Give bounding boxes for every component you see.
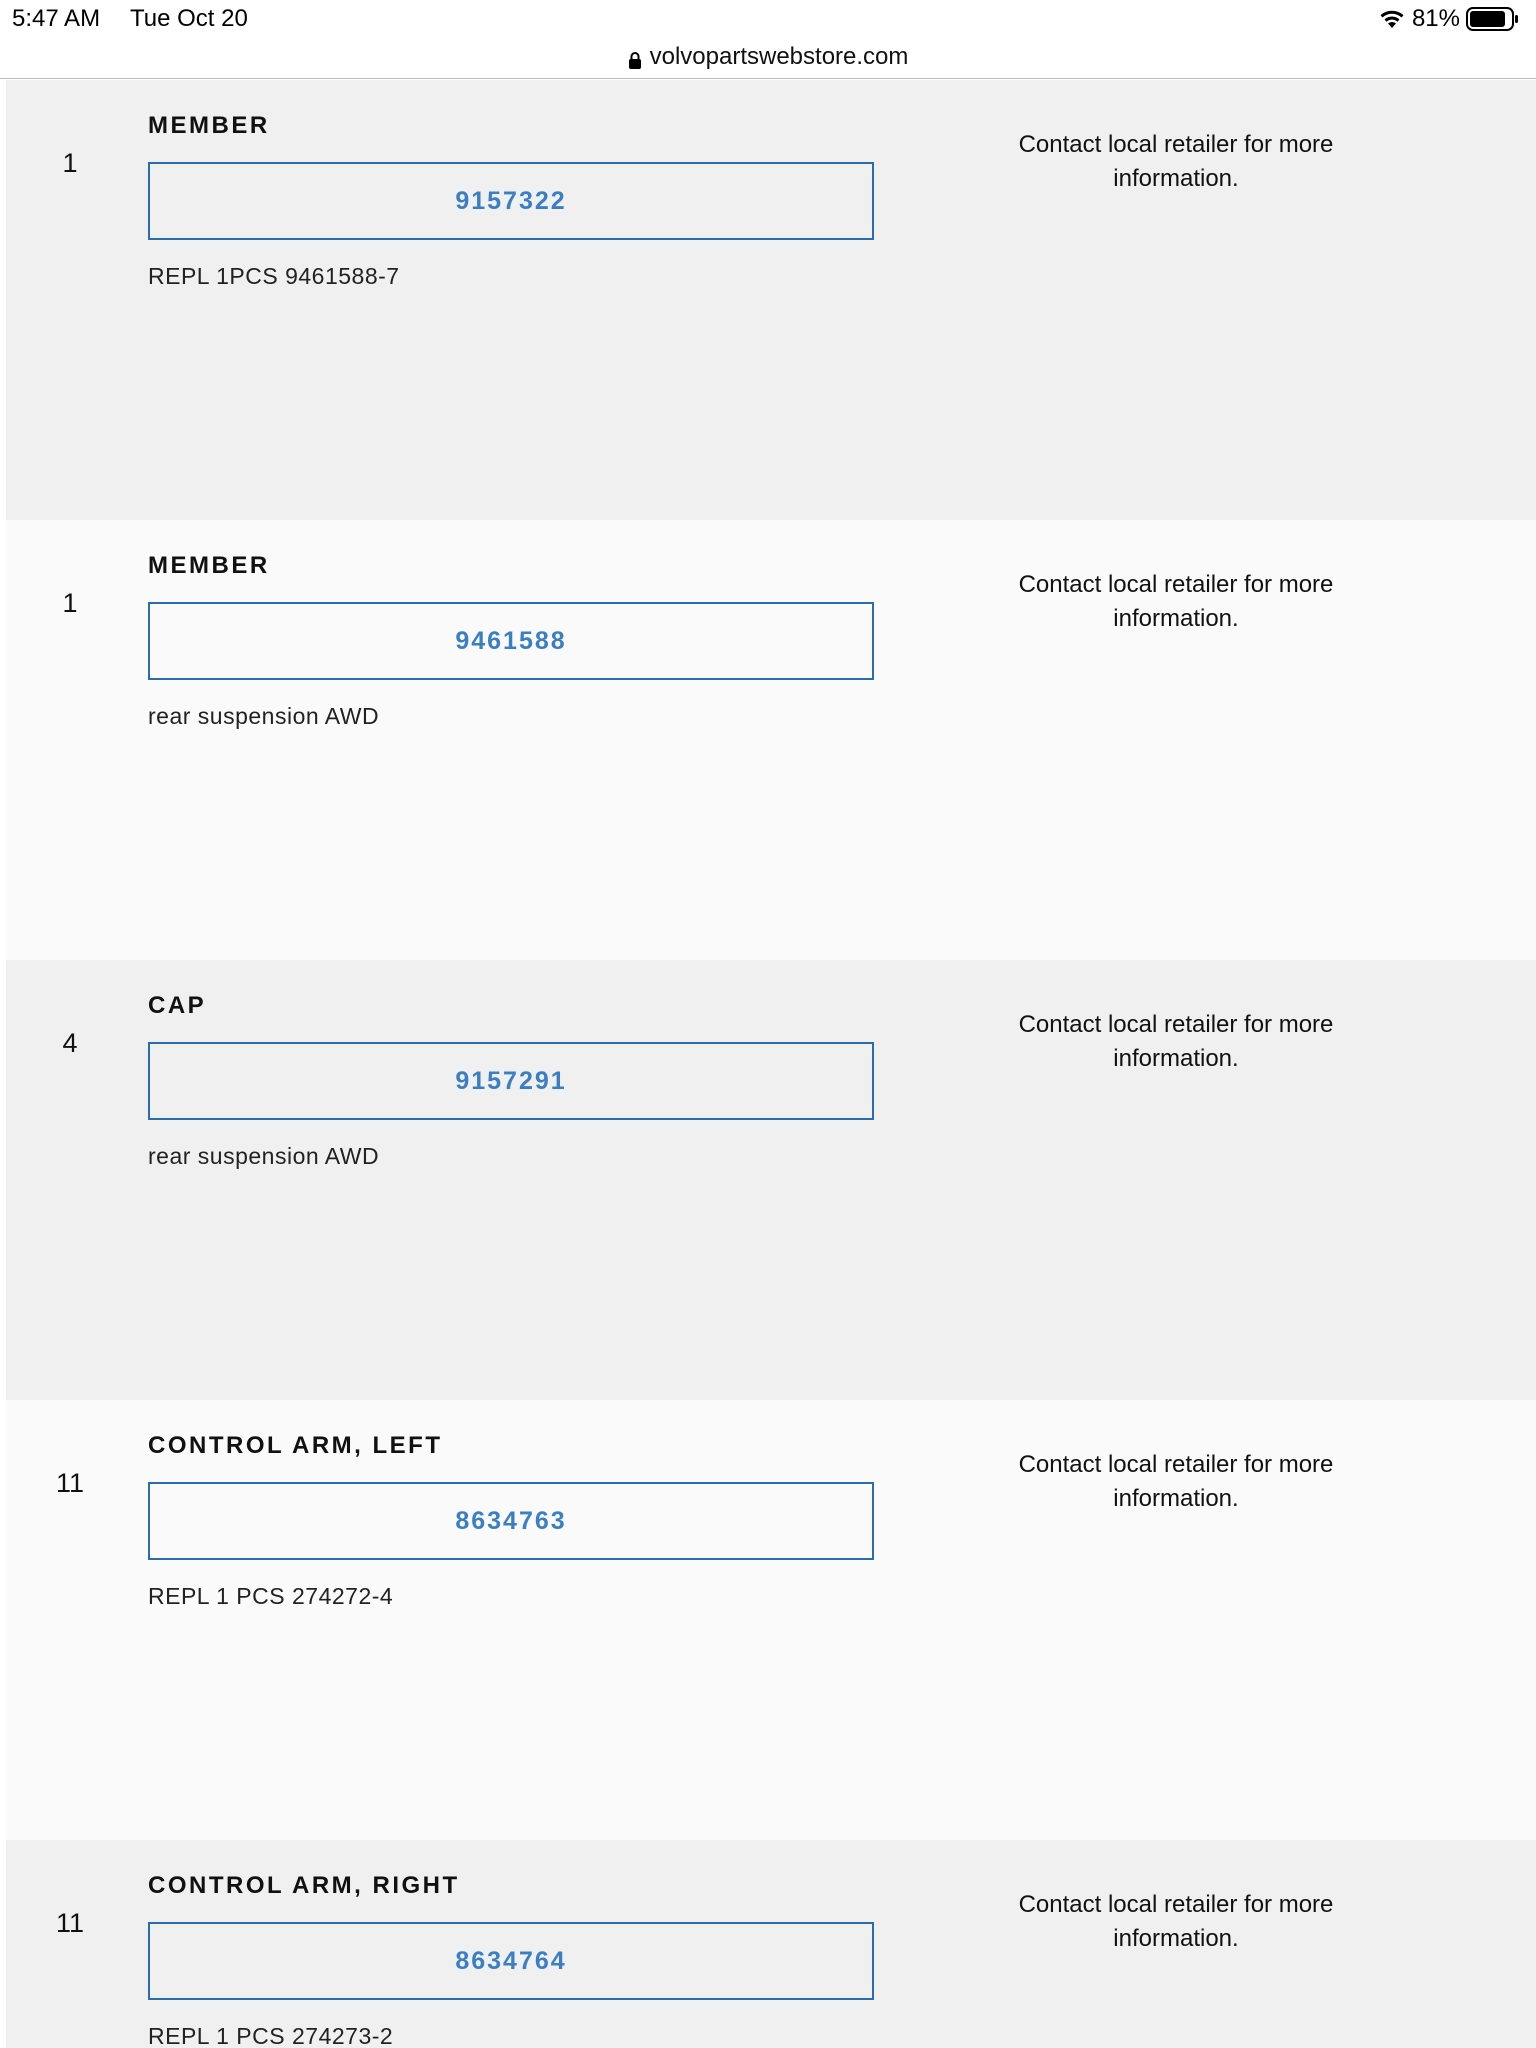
- part-note: REPL 1PCS 9461588-7: [148, 263, 400, 289]
- part-number-button[interactable]: 8634764: [148, 1922, 874, 2000]
- part-number-button[interactable]: 9157291: [148, 1042, 874, 1120]
- part-row: [6, 1400, 1536, 1840]
- part-row: [6, 1840, 1536, 2048]
- part-name: CONTROL ARM, RIGHT: [148, 1872, 460, 1899]
- availability-text: Contact local retailer for more information.: [1018, 571, 1334, 632]
- part-number-button[interactable]: 8634763: [148, 1482, 874, 1560]
- status-bar: [0, 0, 1536, 36]
- status-indicators: [1378, 5, 1520, 33]
- part-number-button[interactable]: 9157322: [148, 162, 874, 240]
- availability-text: Contact local retailer for more information.: [1018, 1891, 1334, 1952]
- lock-icon: [628, 48, 642, 66]
- part-name: CAP: [148, 992, 207, 1019]
- part-row: [6, 960, 1536, 1400]
- part-note: rear suspension AWD: [148, 703, 380, 729]
- part-note: rear suspension AWD: [148, 1143, 380, 1169]
- address-bar[interactable]: [0, 36, 1536, 79]
- availability-text: Contact local retailer for more information.: [1018, 1451, 1334, 1512]
- part-name: CONTROL ARM, LEFT: [148, 1432, 443, 1459]
- part-row: [6, 80, 1536, 520]
- part-quantity: 1: [62, 588, 78, 618]
- availability-text: Contact local retailer for more information.: [1018, 131, 1334, 192]
- battery-percent: 81%: [1411, 5, 1460, 32]
- url-text: volvopartswebstore.com: [649, 43, 909, 70]
- part-row: [6, 520, 1536, 960]
- part-quantity: 4: [62, 1028, 78, 1058]
- part-note: REPL 1 PCS 274272-4: [148, 1583, 394, 1609]
- part-quantity: 11: [55, 1908, 85, 1938]
- battery-icon: [1466, 6, 1520, 32]
- part-name: MEMBER: [148, 112, 270, 139]
- availability-text: Contact local retailer for more information.: [1018, 1011, 1334, 1072]
- part-number-button[interactable]: 9461588: [148, 602, 874, 680]
- part-name: MEMBER: [148, 552, 270, 579]
- status-date: Tue Oct 20: [130, 5, 248, 32]
- status-time: 5:47 AM: [12, 5, 101, 32]
- parts-list: [0, 80, 1536, 2048]
- part-quantity: 11: [55, 1468, 85, 1498]
- wifi-icon: [1378, 8, 1406, 30]
- part-note: REPL 1 PCS 274273-2: [148, 2023, 394, 2048]
- part-quantity: 1: [62, 148, 78, 178]
